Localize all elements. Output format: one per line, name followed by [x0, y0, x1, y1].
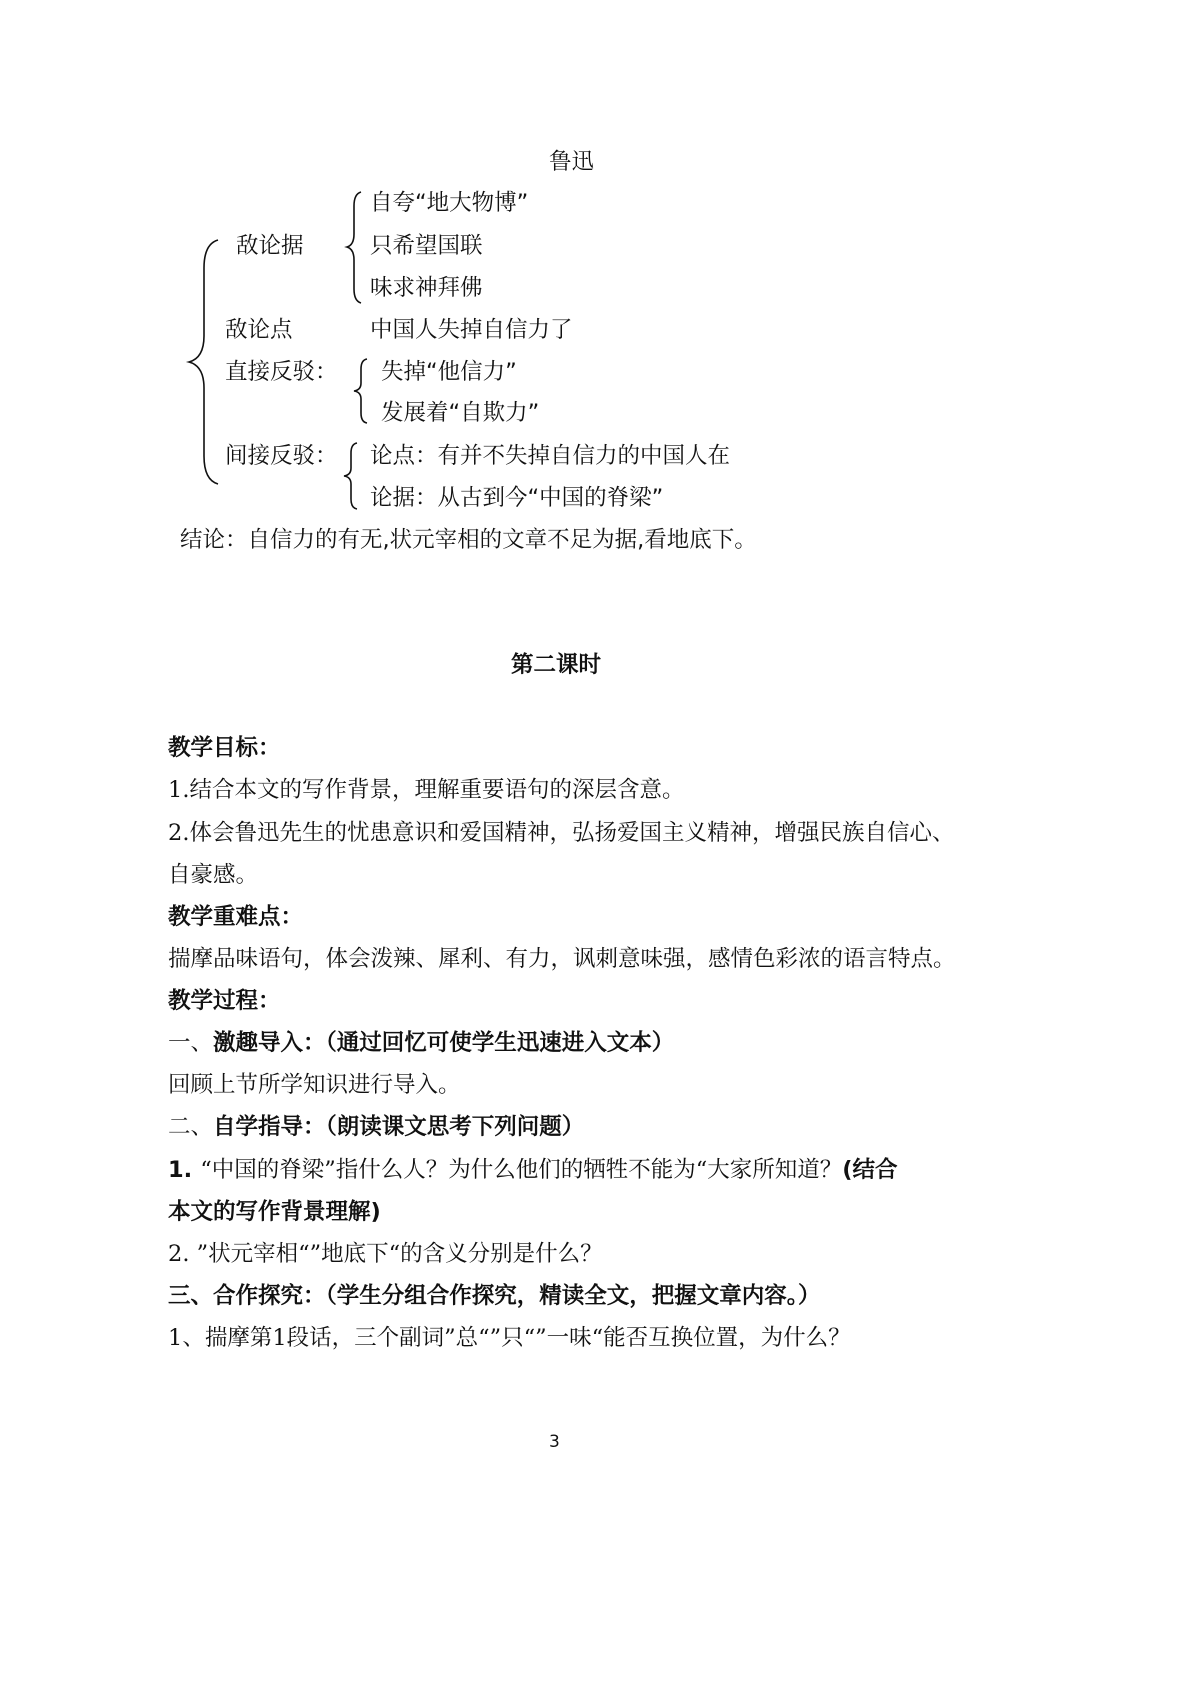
- question-1: [168, 1155, 898, 1185]
- direct-rebuttal-brace: [352, 357, 370, 425]
- enemy-evidence-item: 只希望国联: [370, 233, 483, 259]
- step-3-heading: 三、合作探究：（学生分组合作探究，精读全文，把握文章内容。）: [168, 1283, 821, 1309]
- objective-item: 2.体会鲁迅先生的忧患意识和爱国精神，弘扬爱国主义精神，增强民族自信心、: [168, 820, 955, 846]
- step-1-heading: [168, 1028, 674, 1058]
- step-1-prefix: 一、: [168, 1030, 214, 1056]
- enemy-point-value: 中国人失掉自信力了: [370, 317, 573, 343]
- indirect-rebuttal-item: 论点：有并不失掉自信力的中国人在: [370, 443, 731, 469]
- question-1-hint-continued: 本文的写作背景理解): [168, 1199, 381, 1225]
- direct-rebuttal-item: 发展着“自欺力”: [381, 400, 540, 426]
- step-1-body: 回顾上节所学知识进行导入。: [168, 1072, 461, 1098]
- enemy-evidence-label: 敌论据: [236, 233, 304, 259]
- objective-item-continued: 自豪感。: [168, 862, 259, 888]
- indirect-rebuttal-brace: [342, 441, 360, 511]
- objective-item: 1.结合本文的写作背景，理解重要语句的深层含意。: [168, 777, 685, 803]
- indirect-rebuttal-label: 间接反驳：: [225, 443, 338, 469]
- step-2-prefix: 二、: [168, 1114, 214, 1140]
- process-heading: 教学过程：: [168, 988, 281, 1014]
- objectives-heading: 教学目标：: [168, 735, 281, 761]
- question-1-text: “中国的脊梁”指什么人？为什么他们的牺牲不能为“大家所知道？: [200, 1157, 843, 1183]
- key-points-text: 揣摩品味语句，体会泼辣、犀利、有力，讽刺意味强，感情色彩浓的语言特点。: [168, 946, 956, 972]
- step-1-title: 激趣导入：（通过回忆可使学生迅速进入文本）: [213, 1030, 675, 1056]
- question-1-hint: (结合: [842, 1157, 898, 1183]
- question-1-number: 1.: [168, 1157, 193, 1183]
- enemy-evidence-brace: [345, 190, 365, 305]
- direct-rebuttal-item: 失掉“他信力”: [381, 359, 517, 385]
- enemy-evidence-item: 味求神拜佛: [370, 275, 483, 301]
- indirect-rebuttal-item: 论据：从古到今“中国的脊梁”: [370, 485, 664, 511]
- page-number: 3: [549, 1432, 560, 1452]
- author-heading: 鲁迅: [549, 149, 595, 175]
- key-points-heading: 教学重难点：: [168, 904, 304, 930]
- question-2: 2. ”状元宰相“”地底下“的含义分别是什么？: [168, 1241, 603, 1267]
- step-2-title: 自学指导：（朗读课文思考下列问题）: [213, 1114, 585, 1140]
- enemy-point-label: 敌论点: [225, 317, 293, 343]
- outline-main-brace: [186, 238, 222, 486]
- step-3-question-1: 1、揣摩第1段话，三个副词”总“”只“”一味“能否互换位置，为什么？: [168, 1325, 851, 1351]
- lesson-title: 第二课时: [511, 652, 602, 678]
- enemy-evidence-item: 自夸“地大物博”: [370, 190, 529, 216]
- step-2-heading: [168, 1112, 584, 1142]
- direct-rebuttal-label: 直接反驳：: [225, 359, 338, 385]
- outline-conclusion: 结论：自信力的有无,状元宰相的文章不足为据,看地底下。: [180, 527, 757, 553]
